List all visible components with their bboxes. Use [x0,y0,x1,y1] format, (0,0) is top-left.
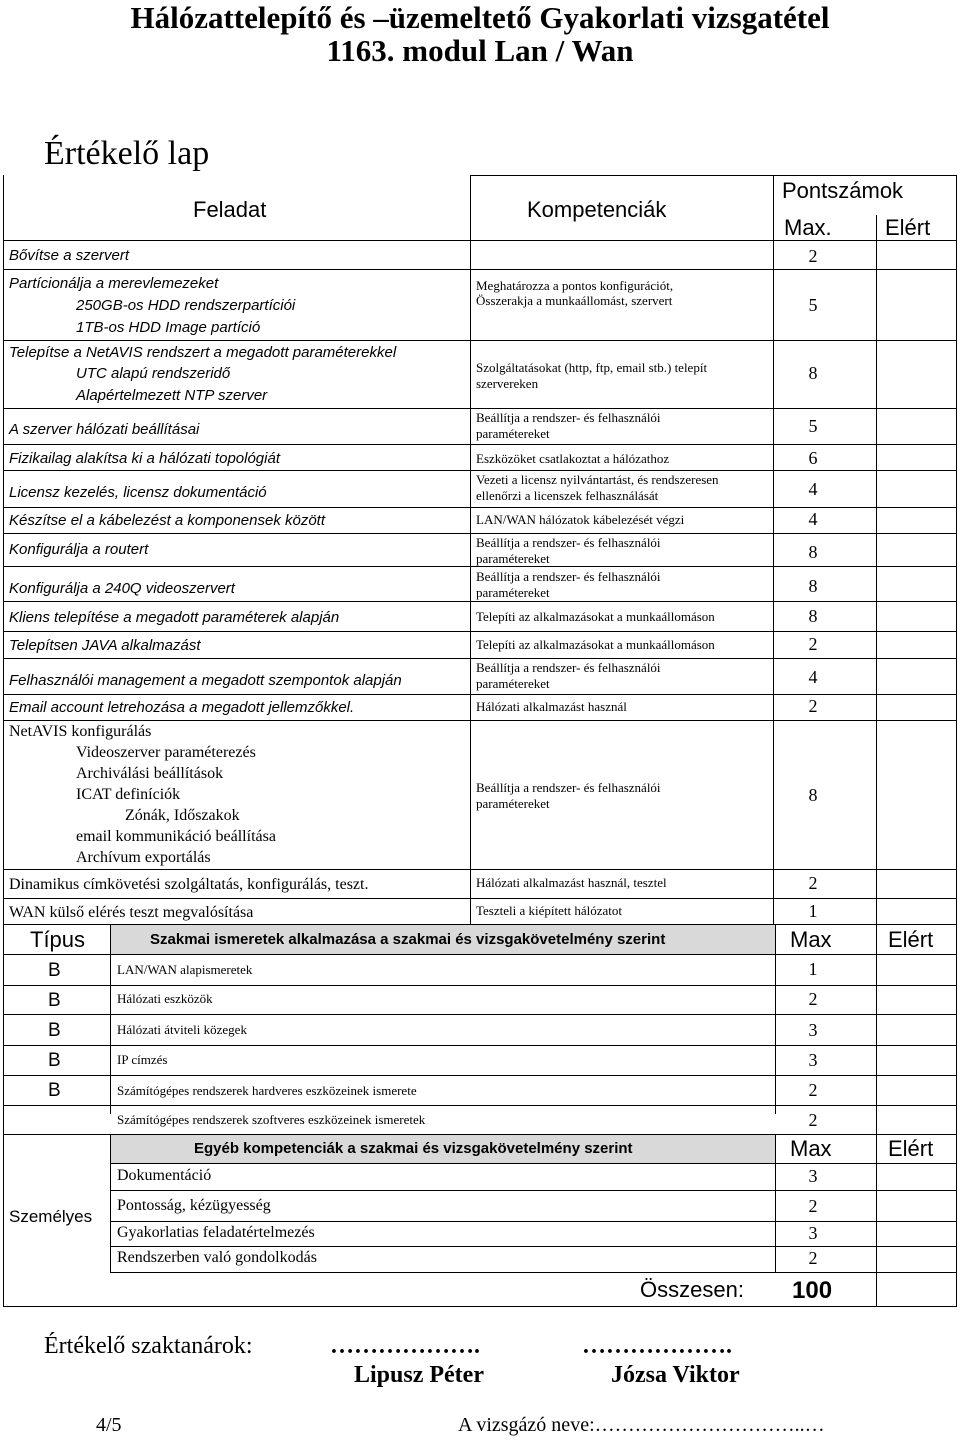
header-egyeb-max: Max [790,1136,832,1161]
max-r11: 2 [808,634,818,654]
task-wan-teszt: WAN külső elérés teszt megvalósítása [9,904,254,921]
szakmai-label-5: Számítógépes rendszerek hardveres eszközeinek ismerete [117,1083,417,1098]
task-netavis-telepites: Telepítse a NetAVIS rendszert a megadott paraméterekkel [9,344,397,361]
max-r5: 6 [808,448,818,468]
max-r1: 2 [808,246,818,266]
szakmai-max-2: 2 [808,989,818,1009]
task-netavis-konf-sub6: Archívum exportálás [76,849,211,866]
page-heading: Értékelő lap [44,135,210,172]
task-netavis-sub1: UTC alapú rendszeridő [76,365,231,382]
egyeb-label-2: Pontosság, kézügyesség [117,1197,271,1214]
max-r16: 1 [808,901,818,921]
max-r14: 8 [808,785,818,805]
max-r7: 4 [808,509,818,529]
header-tipus: Típus [30,927,86,952]
header-feladat: Feladat [193,197,267,222]
task-netavis-konf-sub4: Zónák, Időszakok [125,807,240,824]
comp-r12-line2: paramétereket [476,676,550,691]
max-r8: 8 [808,542,818,562]
comp-r9-line2: paramétereket [476,585,550,600]
szakmai-label-6: Számítógépes rendszerek szoftveres eszközeinek ismeretek [117,1112,426,1127]
szakmai-type-5: B [48,1080,61,1101]
page-number: 4/5 [96,1414,122,1436]
vizsgazo-neve: A vizsgázó neve:…………………………..… [458,1414,825,1436]
header-szakmai-elert: Elért [888,927,934,952]
egyeb-max-4: 2 [808,1248,818,1268]
task-bovitse: Bővítse a szervert [9,247,130,264]
szakmai-label-4: IP címzés [117,1052,168,1067]
comp-r2-line2: Összerakja a munkaállomást, szervert [476,293,673,308]
max-r6: 4 [808,479,818,499]
szakmai-type-1: B [48,960,61,981]
szakmai-max-5: 2 [808,1080,818,1100]
comp-r14-line1: Beállítja a rendszer- és felhasználói [476,780,661,795]
comp-r6-line2: ellenőrzi a licenszek felhasználását [476,488,659,503]
comp-r9-line1: Beállítja a rendszer- és felhasználói [476,569,661,584]
szakmai-max-1: 1 [808,959,818,979]
szakmai-max-6: 2 [808,1110,818,1130]
szakmai-max-3: 3 [808,1020,818,1040]
comp-r12-line1: Beállítja a rendszer- és felhasználói [476,660,661,675]
egyeb-max-2: 2 [808,1196,818,1216]
task-router: Konfigurálja a routert [9,541,149,558]
szakmai-type-3: B [48,1020,61,1041]
task-topologia: Fizikailag alakítsa ki a hálózati topológiát [9,450,280,467]
max-r15: 2 [808,873,818,893]
max-r3: 8 [808,363,818,383]
comp-r13: Hálózati alkalmazást használ [476,699,627,714]
comp-r8-line2: paramétereket [476,551,550,566]
task-netavis-konfiguralas: NetAVIS konfigurálás [9,723,152,740]
comp-r16: Teszteli a kiépített hálózatot [476,903,623,918]
task-particionalja-sub1: 250GB-os HDD rendszerpartíciói [76,297,296,314]
egyeb-group-szemelyes: Személyes [9,1207,93,1226]
comp-r4-line1: Beállítja a rendszer- és felhasználói [476,410,661,425]
document-title-line2: 1163. modul Lan / Wan [326,33,634,68]
comp-r14-line2: paramétereket [476,796,550,811]
task-kliens: Kliens telepítése a megadott paraméterek alapján [9,609,340,626]
comp-r3-line2: szervereken [476,376,539,391]
header-szakmai: Szakmai ismeretek alkalmazása a szakmai és vizsgakövetelmény szerint [150,931,666,948]
max-r9: 8 [808,576,818,596]
task-videoszerver: Konfigurálja a 240Q videoszervert [9,580,235,597]
ertekelo-label: Értékelő szaktanárok: [44,1333,253,1359]
document-title-line1: Hálózattelepítő és –üzemeltető Gyakorlati vizsgatétel [130,0,830,35]
task-netavis-konf-sub2: Archiválási beállítások [76,765,224,782]
total-label: Összesen: [640,1277,744,1302]
task-netavis-konf-sub1: Videoszerver paraméterezés [76,744,256,761]
header-max: Max. [784,215,832,240]
szakmai-label-2: Hálózati eszközök [117,991,213,1006]
task-licensz: Licensz kezelés, licensz dokumentáció [9,484,267,501]
teacher-name-1: Lipusz Péter [354,1362,484,1388]
task-kabelezes: Készítse el a kábelezést a komponensek között [9,512,326,529]
comp-r15: Hálózati alkalmazást használ, tesztel [476,875,667,890]
comp-r8-line1: Beállítja a rendszer- és felhasználói [476,535,661,550]
egyeb-label-1: Dokumentáció [117,1167,212,1184]
max-r10: 8 [808,606,818,626]
task-particionalja-sub2: 1TB-os HDD Image partíció [76,319,261,336]
comp-r3-line1: Szolgáltatásokat (http, ftp, email stb.) telepít [476,360,708,375]
comp-r2-line1: Meghatározza a pontos konfigurációt, [476,278,674,293]
teacher-name-2: Józsa Viktor [611,1362,740,1388]
comp-r5: Eszközöket csatlakoztat a hálózathoz [476,451,670,466]
task-netavis-sub2: Alapértelmezett NTP szerver [76,387,268,404]
signature-dots-2: ………………. [582,1333,732,1359]
header-pontszamok: Pontszámok [782,178,904,203]
szakmai-type-4: B [48,1050,61,1071]
comp-r11: Telepíti az alkalmazásokat a munkaállomáson [476,637,715,652]
task-dinamikus-cimkovetes: Dinamikus címkövetési szolgáltatás, konfigurálás, teszt. [9,876,369,893]
egyeb-label-4: Rendszerben való gondolkodás [117,1249,317,1266]
signature-dots-1: ………………. [330,1333,480,1359]
header-elert: Elért [885,215,931,240]
comp-r6-line1: Vezeti a licensz nyilvántartást, és rendszeresen [476,472,719,487]
task-particionalja: Partícionálja a merevlemezeket [9,275,219,292]
egyeb-max-3: 3 [808,1223,818,1243]
szakmai-max-4: 3 [808,1050,818,1070]
max-r2: 5 [808,295,818,315]
header-egyeb-elert: Elért [888,1136,934,1161]
szakmai-label-3: Hálózati átviteli közegek [117,1022,247,1037]
comp-r10: Telepíti az alkalmazásokat a munkaállomáson [476,609,715,624]
max-r13: 2 [808,696,818,716]
task-halozati-beallitasok: A szerver hálózati beállításai [9,421,200,438]
header-egyeb: Egyéb kompetenciák a szakmai és vizsgakövetelmény szerint [194,1140,633,1157]
comp-r4-line2: paramétereket [476,426,550,441]
szakmai-type-2: B [48,990,61,1011]
task-email-account: Email account letrehozása a megadott jellemzőkkel. [9,699,355,716]
comp-r7: LAN/WAN hálózatok kábelezését végzi [476,512,685,527]
task-java: Telepítsen JAVA alkalmazást [9,637,201,654]
egyeb-label-3: Gyakorlatias feladatértelmezés [117,1224,315,1241]
max-r4: 5 [808,416,818,436]
total-value: 100 [792,1277,833,1304]
header-szakmai-max: Max [790,927,832,952]
task-netavis-konf-sub3: ICAT definíciók [76,786,181,803]
header-kompetenciak: Kompetenciák [527,197,667,222]
szakmai-label-1: LAN/WAN alapismeretek [117,962,253,977]
max-r12: 4 [808,667,818,687]
egyeb-max-1: 3 [808,1166,818,1186]
task-netavis-konf-sub5: email kommunikáció beállítása [76,828,276,845]
task-felhasznaloi-management: Felhasználói management a megadott szempontok alapján [9,672,402,689]
